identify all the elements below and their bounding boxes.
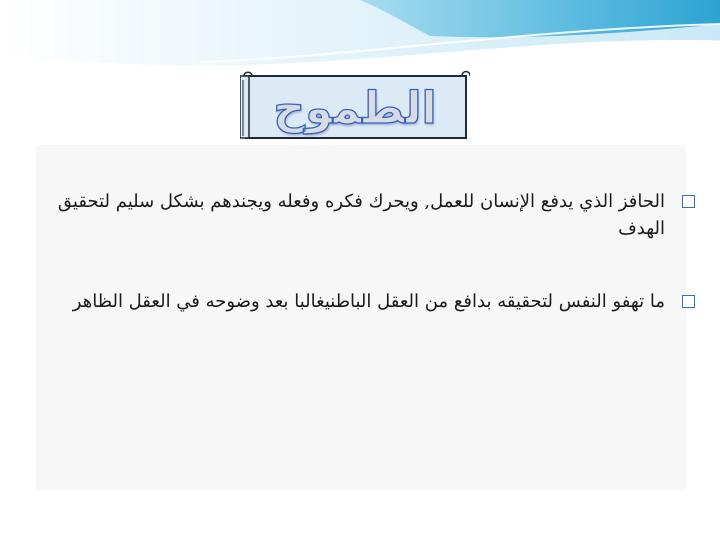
- bullet-item: [55, 188, 695, 288]
- bullet-text: الحافز الذي يدفع الإنسان للعمل, ويحرك فكره وفعله ويجندهم بشكل سليم لتحقيق الهدف: [57, 191, 665, 239]
- bullet-list: [55, 188, 695, 388]
- bullet-item: [55, 288, 695, 388]
- slide-title: الطموح: [273, 83, 437, 134]
- square-bullet-icon: [682, 195, 695, 208]
- title-banner: [240, 70, 470, 142]
- square-bullet-icon: [682, 295, 695, 308]
- bullet-text: ما تهفو النفس لتحقيقه بدافع من العقل الباطنيغالبا بعد وضوحه في العقل الظاهر: [72, 291, 665, 312]
